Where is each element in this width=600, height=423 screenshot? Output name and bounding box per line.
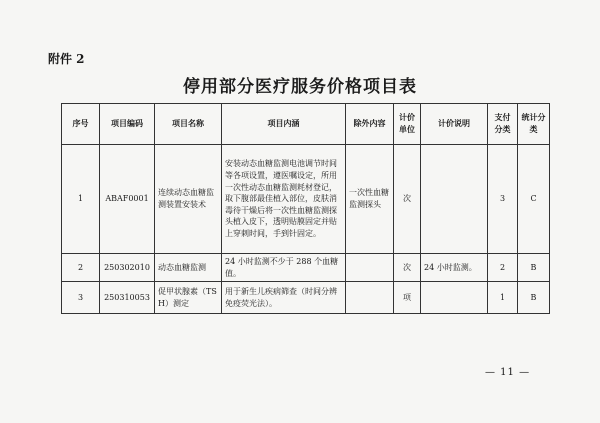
cell-stat: C xyxy=(518,145,550,254)
cell-unit: 次 xyxy=(394,254,421,282)
header-stat: 统计分类 xyxy=(518,104,550,145)
page-number: — 11 — xyxy=(485,367,531,378)
page-title: 停用部分医疗服务价格项目表 xyxy=(183,77,417,97)
cell-code: ABAF0001 xyxy=(100,145,155,254)
cell-content: 安装动态血糖监测电池调节时间等各项设置，遵医嘱设定，所用一次性动态血糖监测耗材登记，取下腹部最佳植入部位，皮肤消毒待干燥后将一次性血糖监测探头植入皮下，透明贴膜固定并贴上穿刺时间，手到针固定。 xyxy=(222,145,346,254)
cell-payment: 2 xyxy=(488,254,518,282)
cell-code: 250302010 xyxy=(100,254,155,282)
attachment-label: 附件 2 xyxy=(48,52,85,66)
cell-payment: 1 xyxy=(488,282,518,314)
header-note: 计价说明 xyxy=(421,104,488,145)
header-excluded: 除外内容 xyxy=(346,104,394,145)
cell-excluded xyxy=(346,254,394,282)
cell-name: 动态血糖监测 xyxy=(155,254,222,282)
header-payment: 支付分类 xyxy=(488,104,518,145)
cell-excluded xyxy=(346,282,394,314)
cell-no: 2 xyxy=(62,254,100,282)
cell-excluded: 一次性血糖监测探头 xyxy=(346,145,394,254)
cell-name: 连续动态血糖监测装置安装术 xyxy=(155,145,222,254)
cell-unit: 项 xyxy=(394,282,421,314)
table-header-row xyxy=(62,104,550,145)
cell-note xyxy=(421,145,488,254)
cell-payment: 3 xyxy=(488,145,518,254)
cell-stat: B xyxy=(518,254,550,282)
price-items-table xyxy=(61,103,550,314)
cell-content: 24 小时监测不少于 288 个血糖值。 xyxy=(222,254,346,282)
table-row xyxy=(62,145,550,254)
cell-code: 250310053 xyxy=(100,282,155,314)
cell-note: 24 小时监测。 xyxy=(421,254,488,282)
header-unit: 计价单位 xyxy=(394,104,421,145)
table-row xyxy=(62,282,550,314)
cell-unit: 次 xyxy=(394,145,421,254)
cell-name: 促甲状腺素（TSH）测定 xyxy=(155,282,222,314)
cell-note xyxy=(421,282,488,314)
cell-content: 用于新生儿疾病筛查（时间分辨免疫荧光法）。 xyxy=(222,282,346,314)
cell-stat: B xyxy=(518,282,550,314)
header-content: 项目内涵 xyxy=(222,104,346,145)
header-no: 序号 xyxy=(62,104,100,145)
cell-no: 1 xyxy=(62,145,100,254)
cell-no: 3 xyxy=(62,282,100,314)
header-name: 项目名称 xyxy=(155,104,222,145)
table-row xyxy=(62,254,550,282)
header-code: 项目编码 xyxy=(100,104,155,145)
